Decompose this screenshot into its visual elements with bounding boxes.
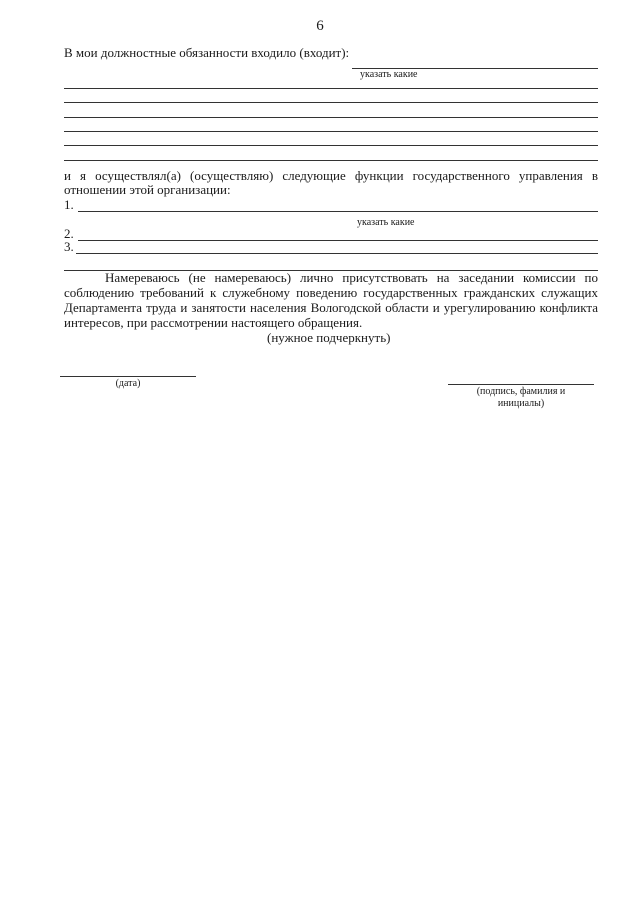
functions-item-2: 2. <box>64 226 74 241</box>
duties-line-5 <box>64 145 598 146</box>
intent-line1: Намереваюсь (не намереваюсь) лично присутствовать на заседании комиссии по <box>105 270 598 285</box>
functions-text-line1: и я осуществлял(а) (осуществляю) следующие функции государственного управления в <box>64 168 598 183</box>
functions-line-1 <box>78 211 598 212</box>
functions-text-line2: отношении этой организации: <box>64 182 231 197</box>
signature-label-1: (подпись, фамилия и <box>476 386 566 397</box>
signature-line <box>448 384 594 385</box>
functions-hint: указать какие <box>357 217 415 228</box>
date-label: (дата) <box>115 378 141 389</box>
duties-line-4 <box>64 131 598 132</box>
duties-hint: указать какие <box>360 69 418 80</box>
functions-item-3: 3. <box>64 239 74 254</box>
functions-line-3 <box>76 253 598 254</box>
page-number: 6 <box>316 18 324 34</box>
functions-line-2 <box>78 240 598 241</box>
duties-line-2 <box>64 102 598 103</box>
functions-item-1: 1. <box>64 197 74 212</box>
underline-note: (нужное подчеркнуть) <box>267 330 391 345</box>
date-line <box>60 376 196 377</box>
intent-line2: соблюдению требований к служебному поведению государственных гражданских служащих <box>64 285 598 300</box>
duties-line-6 <box>64 160 598 161</box>
duties-label: В мои должностные обязанности входило (входит): <box>64 45 350 60</box>
signature-label-2: инициалы) <box>497 398 545 409</box>
duties-line-1 <box>64 88 598 89</box>
intent-line4: интересов, при рассмотрении настоящего обращения. <box>64 315 363 330</box>
duties-line-3 <box>64 117 598 118</box>
intent-line3: Департамента труда и занятости населения Вологодской области и урегулированию конфликта <box>64 300 598 315</box>
